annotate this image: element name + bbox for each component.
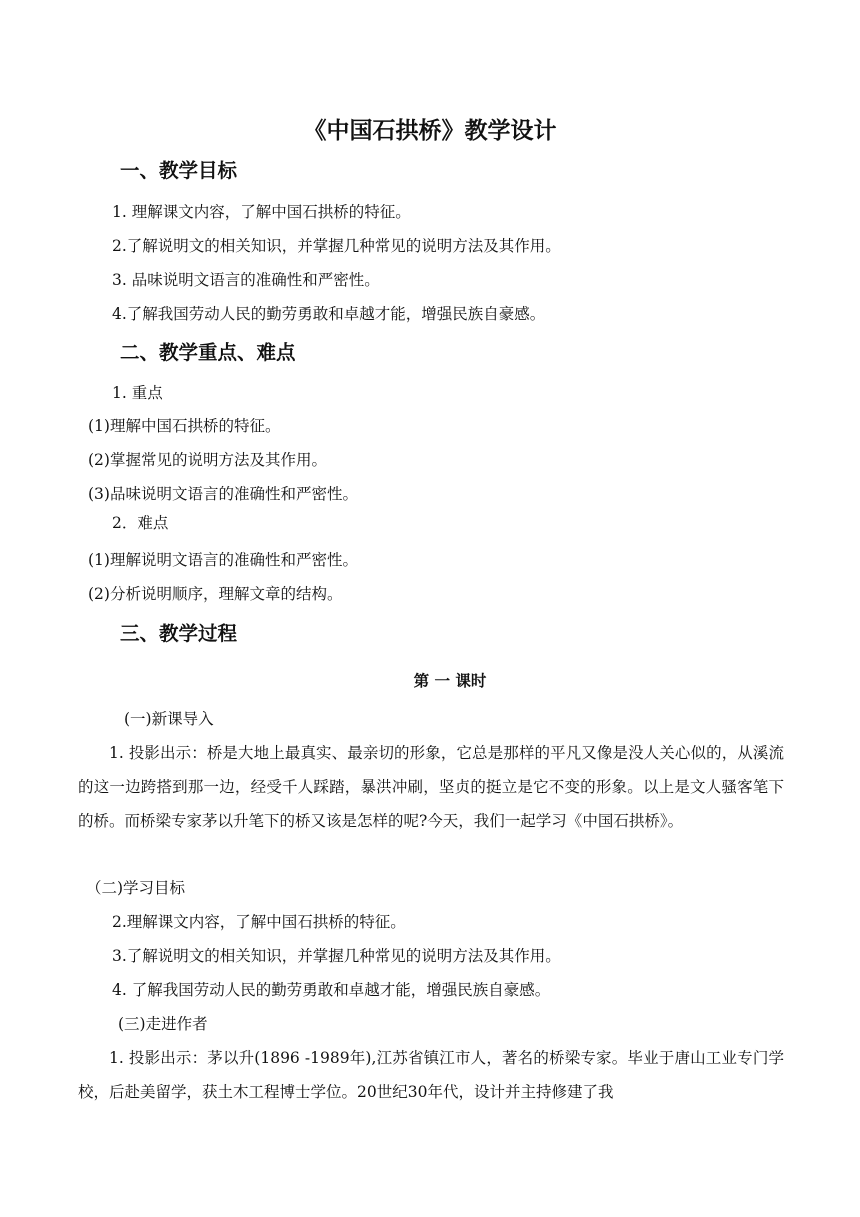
part-label-author: (三)走进作者: [118, 1015, 208, 1033]
objective-item: 2.了解说明文的相关知识，并掌握几种常见的说明方法及其作用。: [112, 237, 561, 255]
section-heading-key-points: 二、教学重点、难点: [120, 341, 296, 364]
part-label-intro: (一)新课导入: [124, 710, 214, 728]
intro-paragraph: 1. 投影出示：桥是大地上最真实、最亲切的形象，它总是那样的平凡又像是没人关心似的，从溪流的这一边跨搭到那一边，经受千人踩踏，暴洪冲刷，坚贞的挺立是它不变的形象。以上是文人骚客笔下的桥。而桥梁专家茅以升笔下的桥又该是怎样的呢?今天，我们一起学习《中国石拱桥》。: [78, 744, 784, 830]
key-points-label: 1. 重点: [112, 384, 163, 402]
key-point-item: (1)理解中国石拱桥的特征。: [88, 417, 281, 435]
part-label-goals: （二)学习目标: [86, 879, 186, 897]
section-heading-process: 三、教学过程: [120, 622, 238, 645]
goal-item: 2.理解课文内容，了解中国石拱桥的特征。: [112, 913, 406, 931]
section-heading-objectives: 一、教学目标: [120, 159, 238, 182]
objective-item: 3. 品味说明文语言的准确性和严密性。: [112, 271, 380, 289]
goal-item: 3.了解说明文的相关知识，并掌握几种常见的说明方法及其作用。: [112, 947, 561, 965]
difficult-point-item: (1)理解说明文语言的准确性和严密性。: [88, 551, 358, 569]
lesson-heading: 第 一 课时: [413, 672, 487, 690]
goal-item: 4. 了解我国劳动人民的勤劳勇敢和卓越才能，增强民族自豪感。: [112, 981, 551, 999]
author-paragraph: 1. 投影出示：茅以升(1896 -1989年),江苏省镇江市人，著名的桥梁专家。毕业于唐山工业专门学校，后赴美留学，获土木工程博士学位。20世纪30年代，设计并主持修建了我: [78, 1049, 784, 1101]
difficult-point-item: (2)分析说明顺序，理解文章的结构。: [88, 585, 343, 603]
key-point-item: (2)掌握常见的说明方法及其作用。: [88, 451, 327, 469]
key-point-item: (3)品味说明文语言的准确性和严密性。: [88, 485, 358, 503]
objective-item: 4.了解我国劳动人民的勤劳勇敢和卓越才能，增强民族自豪感。: [112, 305, 546, 323]
difficult-points-label: 2．难点: [112, 514, 169, 532]
document-title: 《中国石拱桥》教学设计: [303, 118, 557, 144]
objective-item: 1. 理解课文内容，了解中国石拱桥的特征。: [112, 203, 411, 221]
